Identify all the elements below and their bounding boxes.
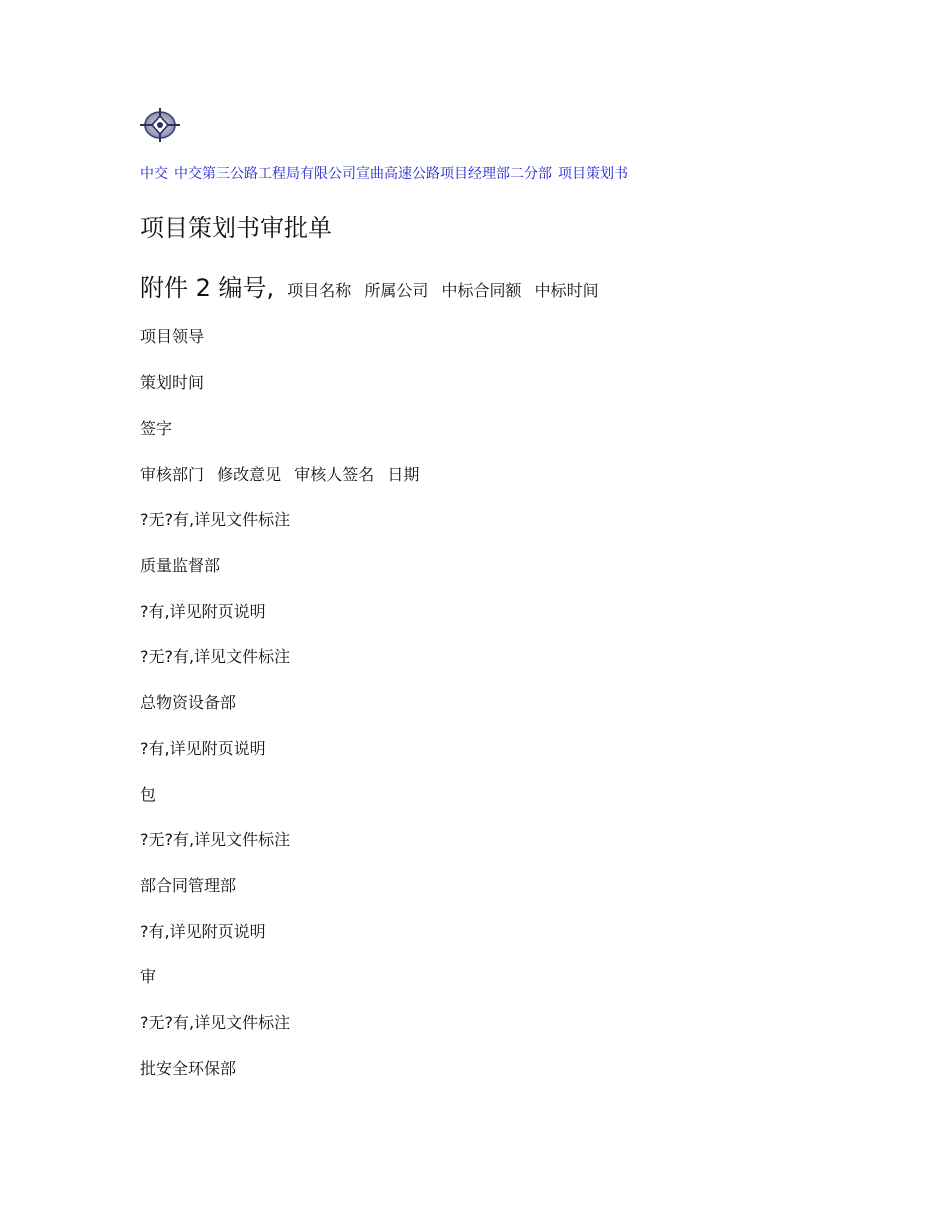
vertical-label-char: 包 [140, 785, 157, 804]
header-doc-name: 项目策划书 [558, 166, 628, 182]
dept-materials-equipment: 总物资设备部 [140, 693, 237, 712]
vertical-label-char: 审 [140, 967, 157, 986]
company-short-name: 中交 [140, 166, 168, 182]
column-revision-opinion: 修改意见 [217, 465, 282, 484]
review-option-attached: ?有,详见附页说明 [140, 922, 266, 941]
field-company: 所属公司 [364, 281, 429, 300]
dept-contract-management: 部合同管理部 [140, 876, 237, 895]
field-bid-time: 中标时间 [534, 281, 599, 300]
column-reviewer-signature: 审核人签名 [294, 465, 375, 484]
project-organization: 中交第三公路工程局有限公司宣曲高速公路项目经理部二分部 [174, 166, 552, 182]
signature-label: 签字 [140, 419, 173, 438]
review-option-attached: ?有,详见附页说明 [140, 739, 266, 758]
review-option-annotated: ?无?有,详见文件标注 [140, 830, 291, 849]
column-date: 日期 [387, 465, 420, 484]
review-option-annotated: ?无?有,详见文件标注 [140, 1013, 291, 1032]
dept-safety-environment: 批安全环保部 [140, 1059, 237, 1078]
dept-quality-supervision: 质量监督部 [140, 556, 221, 575]
attachment-number-label: 附件 2 编号, [140, 274, 275, 302]
document-header [140, 163, 634, 183]
field-contract-amount: 中标合同额 [441, 281, 522, 300]
company-logo-icon [139, 106, 181, 144]
review-option-attached: ?有,详见附页说明 [140, 602, 266, 621]
review-option-annotated: ?无?有,详见文件标注 [140, 647, 291, 666]
review-column-headers [140, 462, 419, 485]
field-project-name: 项目名称 [287, 281, 352, 300]
project-leader-label: 项目领导 [140, 327, 205, 346]
form-header [140, 268, 599, 303]
page-title: 项目策划书审批单 [140, 214, 332, 242]
review-option-annotated: ?无?有,详见文件标注 [140, 510, 291, 529]
plan-time-label: 策划时间 [140, 373, 205, 392]
column-review-dept: 审核部门 [140, 465, 205, 484]
